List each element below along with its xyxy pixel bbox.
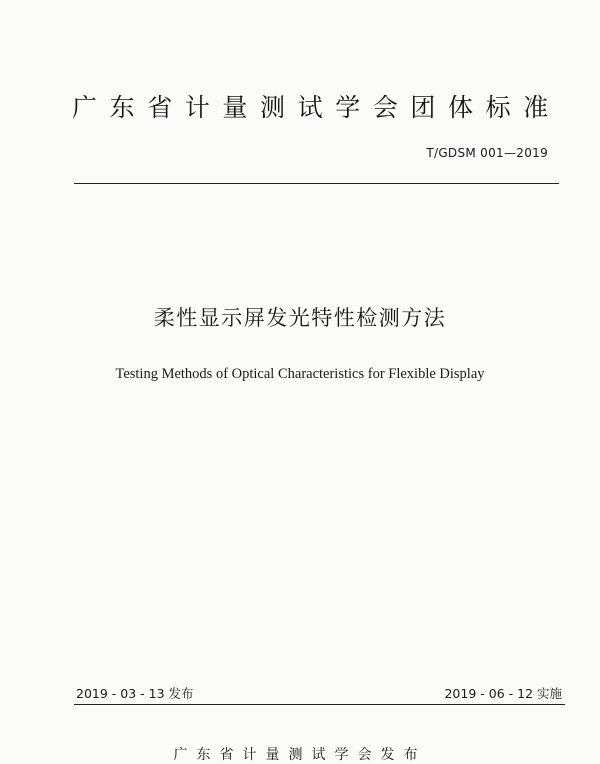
effective-date: 2019 - 06 - 12 实施 xyxy=(444,686,562,701)
document-title-english: Testing Methods of Optical Characteristics for Flexible Display xyxy=(115,366,485,382)
document-title-chinese: 柔性显示屏发光特性检测方法 xyxy=(153,306,447,330)
header-divider xyxy=(74,183,559,184)
standard-code: T/GDSM 001—2019 xyxy=(426,146,548,160)
organization-header: 广东省计量测试学会团体标准 xyxy=(72,93,561,122)
publisher-line: 广东省计量测试学会发布 xyxy=(173,747,427,763)
publish-date: 2019 - 03 - 13 发布 xyxy=(76,686,194,701)
footer-divider xyxy=(74,704,565,705)
